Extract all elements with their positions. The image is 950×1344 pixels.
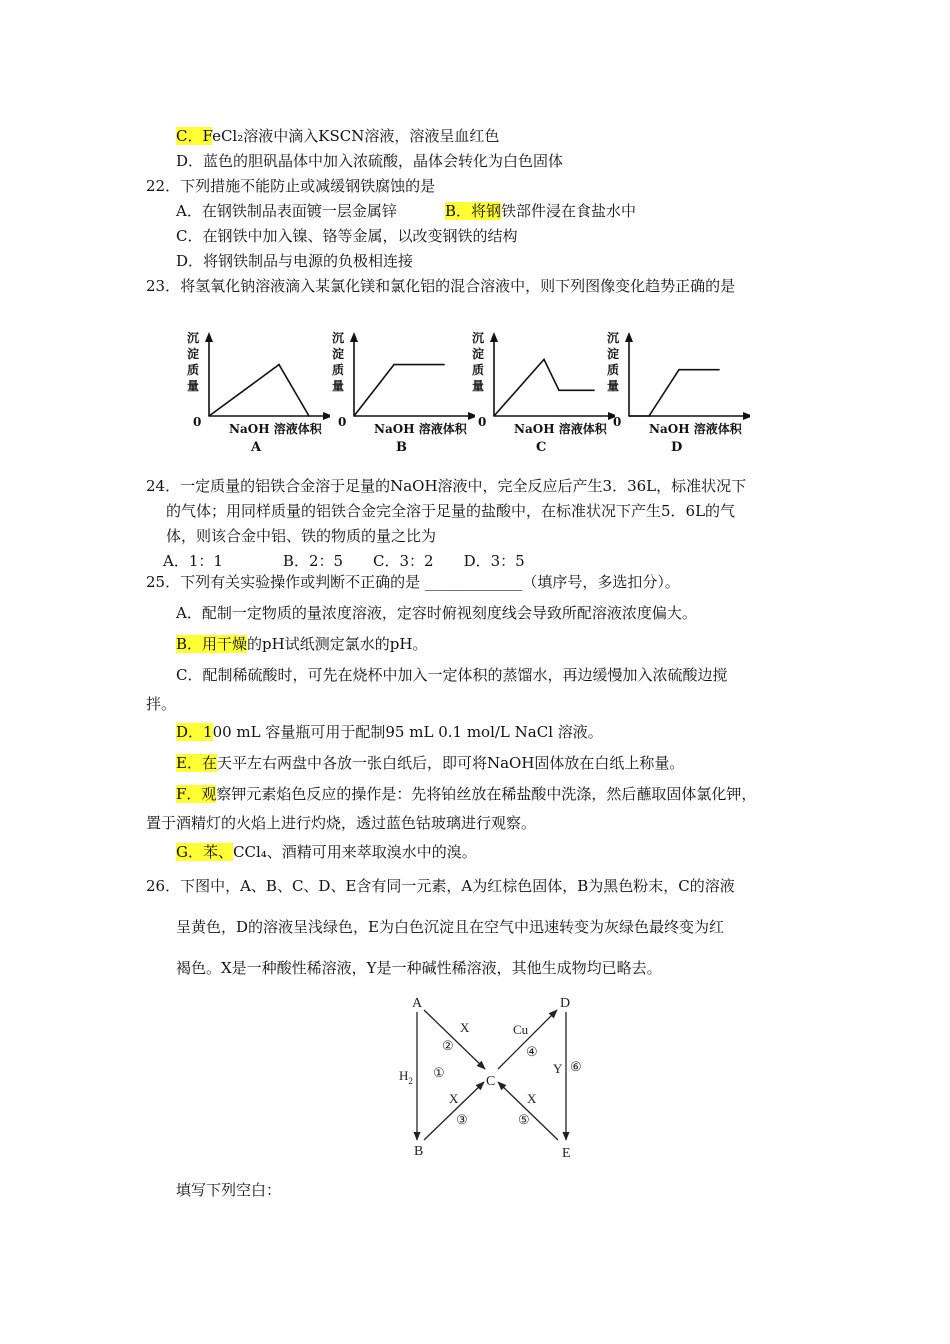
q25-stem: 25．下列有关实验操作或判断不正确的是 _____________（填序号，多选扣分）。 xyxy=(146,573,680,591)
chart-b-svg xyxy=(330,328,475,458)
y-axis-label-char: 淀 xyxy=(187,347,200,361)
node-d: D xyxy=(560,996,571,1011)
x-axis-label: NaOH 溶液体积 xyxy=(649,422,742,436)
step-3: ③ xyxy=(456,1112,468,1127)
curve-point xyxy=(543,359,545,361)
q25-option-g: G．苯、CCl₄、酒精可用来萃取溴水中的溴。 xyxy=(176,843,477,861)
label-h2: $H_2$ xyxy=(399,1068,413,1086)
node-c: C xyxy=(486,1074,496,1089)
precipitate-curve xyxy=(354,365,444,416)
chart-c-svg xyxy=(470,328,615,458)
q25-option-f: F．观察钾元素焰色反应的操作是：先将铂丝放在稀盐酸中洗涤，然后蘸取固体氯化钾， xyxy=(176,785,757,803)
q26-line-1: 26．下图中，A、B、C、D、E含有同一元素，A为红棕色固体，B为黑色粉末，C的溶液 xyxy=(146,877,735,895)
node-e: E xyxy=(562,1146,571,1161)
q21-option-d: D．蓝色的胆矾晶体中加入浓硫酸，晶体会转化为白色固体 xyxy=(176,152,564,170)
q22-option-b: B．将钢铁部件浸在食盐水中 xyxy=(445,202,637,220)
curve-point xyxy=(558,389,560,391)
y-axis-label-char: 质 xyxy=(472,363,485,377)
origin-label: 0 xyxy=(613,415,622,429)
y-axis-label-char: 沉 xyxy=(607,331,620,345)
q22-option-a: A．在钢铁制品表面镀一层金属锌 xyxy=(176,202,397,220)
y-axis-label-char: 质 xyxy=(187,363,200,377)
chart-option-label: B xyxy=(396,440,407,455)
q23-stem: 23．将氢氧化钠溶液滴入某氯化镁和氯化铝的混合溶液中，则下列图像变化趋势正确的是 xyxy=(146,277,736,295)
q26-line-3: 褐色。X是一种酸性稀溶液，Y是一种碱性稀溶液，其他生成物均已略去。 xyxy=(176,959,662,977)
curve-point xyxy=(308,415,310,417)
q21-option-c: C．FeCl₂溶液中滴入KSCN溶液，溶液呈血红色 xyxy=(176,127,500,145)
precipitate-curve xyxy=(494,359,594,416)
step-2: ② xyxy=(442,1038,454,1053)
label-y: Y xyxy=(553,1061,563,1076)
label-x-5: X xyxy=(527,1091,537,1106)
curve-point xyxy=(718,369,720,371)
curve-point xyxy=(443,364,445,366)
y-axis-label-char: 量 xyxy=(187,379,200,393)
y-axis-label-char: 沉 xyxy=(472,331,485,345)
chart-d xyxy=(605,328,750,462)
chart-option-label: C xyxy=(536,440,547,455)
label-x-3: X xyxy=(449,1091,459,1106)
reaction-diagram xyxy=(390,990,600,1165)
q24-line-1: 24．一定质量的铝铁合金溶于足量的NaOH溶液中，完全反应后产生3．36L，标准状况下 xyxy=(146,477,747,495)
chart-option-label: D xyxy=(671,440,683,455)
y-axis-arrowhead xyxy=(205,332,213,342)
q24-options: A．1：1 B．2：5 C．3：2 D．3：5 xyxy=(163,552,525,570)
precipitate-curve xyxy=(209,365,309,416)
curve-point xyxy=(648,415,650,417)
y-axis-label-char: 量 xyxy=(607,379,620,393)
q24-line-2: 的气体；用同样质量的铝铁合金完全溶于足量的盐酸中，在标准状况下产生5．6L的气 xyxy=(166,502,736,520)
y-axis-arrowhead xyxy=(625,332,633,342)
x-axis-label: NaOH 溶液体积 xyxy=(229,422,322,436)
q25-option-e: E．在天平左右两盘中各放一张白纸后，即可将NaOH固体放在白纸上称量。 xyxy=(176,754,685,772)
chart-a-svg xyxy=(185,328,330,458)
curve-point xyxy=(393,364,395,366)
step-4: ④ xyxy=(526,1044,538,1059)
y-axis-label-char: 质 xyxy=(607,363,620,377)
chart-b xyxy=(330,328,475,462)
node-b: B xyxy=(414,1144,424,1159)
q22-option-d: D．将钢铁制品与电源的负极相连接 xyxy=(176,252,414,270)
y-axis-label-char: 淀 xyxy=(472,347,485,361)
x-axis-label: NaOH 溶液体积 xyxy=(374,422,467,436)
y-axis-label-char: 沉 xyxy=(332,331,345,345)
x-axis-arrowhead xyxy=(323,412,330,420)
y-axis-label-char: 质 xyxy=(332,363,345,377)
chart-a xyxy=(185,328,330,462)
q26-line-2: 呈黄色，D的溶液呈浅绿色，E为白色沉淀且在空气中迅速转变为灰绿色最终变为红 xyxy=(176,918,724,936)
y-axis-arrowhead xyxy=(490,332,498,342)
y-axis-label-char: 量 xyxy=(472,379,485,393)
chart-c xyxy=(470,328,615,462)
node-a: A xyxy=(412,996,423,1011)
x-axis-label: NaOH 溶液体积 xyxy=(514,422,607,436)
curve-point xyxy=(208,415,210,417)
origin-label: 0 xyxy=(478,415,487,429)
x-axis-arrowhead xyxy=(743,412,750,420)
curve-point xyxy=(353,415,355,417)
q25-option-d: D．100 mL 容量瓶可用于配制95 mL 0.1 mol/L NaCl 溶液。 xyxy=(176,723,603,741)
fill-blanks-prompt: 填写下列空白： xyxy=(176,1181,282,1199)
y-axis-label-char: 量 xyxy=(332,379,345,393)
step-5: ⑤ xyxy=(518,1112,530,1127)
curve-point xyxy=(628,415,630,417)
y-axis-label-char: 淀 xyxy=(607,347,620,361)
precipitate-curve xyxy=(629,370,719,416)
chart-d-svg xyxy=(605,328,750,458)
arrow-c-d xyxy=(498,1010,557,1069)
q25-option-c-cont: 拌。 xyxy=(146,695,177,713)
curve-point xyxy=(278,364,280,366)
arrow-a-c xyxy=(424,1010,485,1069)
chart-option-label: A xyxy=(251,440,262,455)
curve-point xyxy=(593,389,595,391)
y-axis-arrowhead xyxy=(350,332,358,342)
curve-point xyxy=(493,415,495,417)
y-axis-label-char: 淀 xyxy=(332,347,345,361)
origin-label: 0 xyxy=(338,415,347,429)
label-x-2: X xyxy=(460,1020,470,1035)
y-axis-label-char: 沉 xyxy=(187,331,200,345)
q25-option-b: B．用干燥的pH试纸测定氯水的pH。 xyxy=(176,635,428,653)
q25-option-c: C．配制稀硫酸时，可先在烧杯中加入一定体积的蒸馏水，再边缓慢加入浓硫酸边搅 xyxy=(176,666,728,684)
q25-option-a: A．配制一定物质的量浓度溶液，定容时俯视刻度线会导致所配溶液浓度偏大。 xyxy=(176,604,697,622)
q22-stem: 22．下列措施不能防止或减缓钢铁腐蚀的是 xyxy=(146,177,436,195)
curve-point xyxy=(678,369,680,371)
origin-label: 0 xyxy=(193,415,202,429)
label-cu: Cu xyxy=(513,1022,529,1037)
q22-option-c: C．在钢铁中加入镍、铬等金属，以改变钢铁的结构 xyxy=(176,227,518,245)
q25-option-f-cont: 置于酒精灯的火焰上进行灼烧，透过蓝色钴玻璃进行观察。 xyxy=(146,814,537,832)
step-6: ⑥ xyxy=(570,1059,582,1074)
q24-line-3: 体，则该合金中铝、铁的物质的量之比为 xyxy=(166,527,437,545)
step-1: ① xyxy=(433,1065,445,1080)
